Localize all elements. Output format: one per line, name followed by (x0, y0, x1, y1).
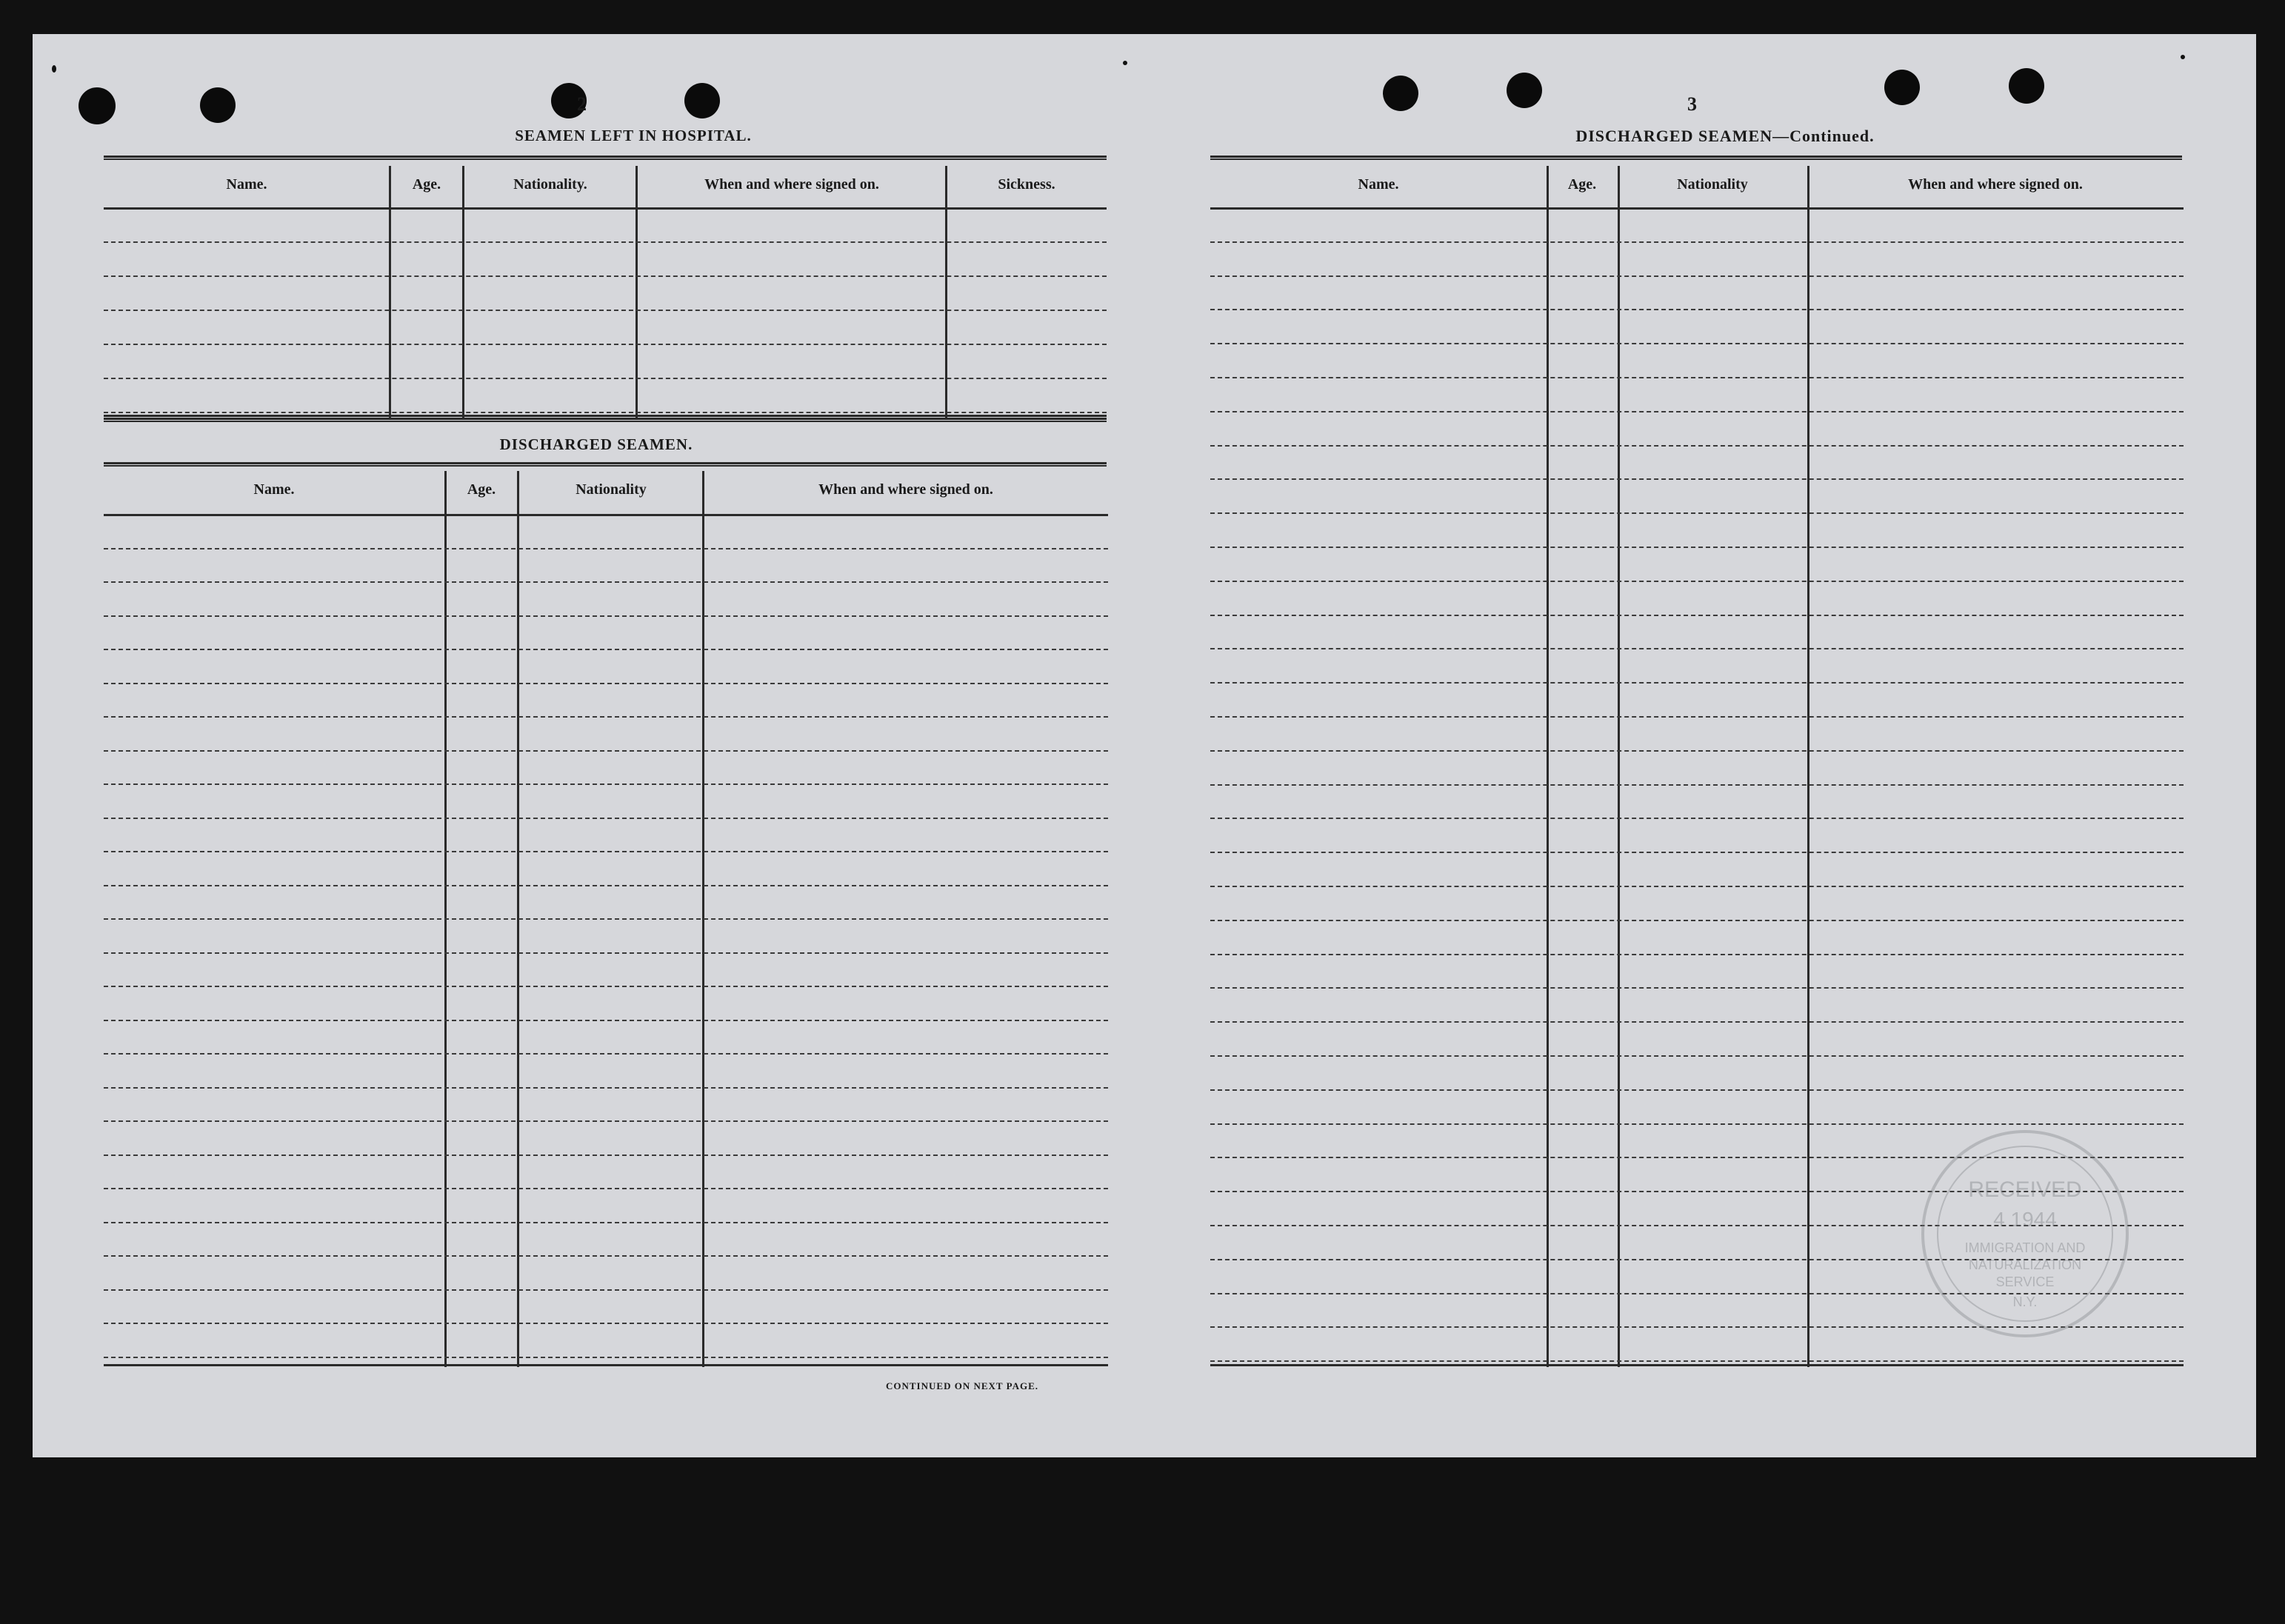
col-header-name: Name. (253, 481, 295, 498)
punch-hole (2009, 68, 2044, 104)
ruling-line (104, 548, 1108, 549)
ruling-line (104, 275, 1107, 277)
stamp-line: SERVICE (1995, 1274, 2055, 1289)
ruling-line (104, 1222, 1108, 1223)
col-header-age: Age. (412, 176, 441, 193)
hospital-bottom-rule (104, 418, 1107, 422)
ruling-line (104, 851, 1108, 852)
stamp-line: N.Y. (2012, 1294, 2038, 1309)
ruling-line (1210, 682, 2184, 684)
ruling-line (104, 615, 1108, 617)
ruling-line (1210, 343, 2184, 344)
discharged-continued-title: DISCHARGED SEAMEN—Continued. (1575, 127, 1875, 145)
column-divider (1618, 166, 1620, 1367)
ruling-line (1210, 615, 2184, 616)
ruling-line (104, 344, 1107, 345)
ruling-line (1210, 581, 2184, 582)
ruling-line (1210, 1021, 2184, 1023)
stamp-line: NATURALIZATION (1968, 1257, 2082, 1272)
hospital-top-rule (104, 156, 1107, 160)
ruling-line (1210, 750, 2184, 752)
ruling-line (1210, 411, 2184, 412)
column-divider (1547, 166, 1549, 1367)
punch-hole (1507, 73, 1542, 108)
ledger-sheet (33, 34, 2256, 1457)
ruling-line (1210, 512, 2184, 514)
column-divider (636, 166, 638, 418)
punch-hole (200, 87, 236, 123)
ruling-line (104, 378, 1107, 379)
ruling-line (1210, 954, 2184, 955)
punch-hole (79, 87, 116, 124)
ruling-line (104, 310, 1107, 311)
col-header-name: Name. (1358, 176, 1399, 193)
ruling-line (104, 1289, 1108, 1291)
ruling-line (1210, 818, 2184, 819)
ruling-line (104, 783, 1108, 785)
ruling-line (1210, 920, 2184, 921)
column-divider (945, 166, 947, 418)
ruling-line (104, 986, 1108, 987)
ruling-line (1210, 1360, 2184, 1362)
ruling-line (104, 581, 1108, 583)
received-stamp (1914, 1123, 2136, 1345)
ruling-line (104, 412, 1107, 413)
page-number-right: 3 (1687, 93, 1697, 115)
discharged-top-rule (104, 462, 1107, 467)
col-header-nationality: Nationality (576, 481, 647, 498)
stamp-line: RECEIVED (1968, 1177, 2082, 1202)
ruling-line (1210, 716, 2184, 718)
ruling-line (1210, 478, 2184, 480)
ruling-line (1210, 784, 2184, 786)
ruling-line (1210, 445, 2184, 447)
stamp-line: 4 1944 (1993, 1208, 2057, 1231)
ruling-line (1210, 547, 2184, 548)
punch-hole (684, 83, 720, 118)
column-divider (462, 166, 464, 418)
ruling-line (104, 716, 1108, 718)
ruling-line (1210, 377, 2184, 378)
punch-hole (1383, 76, 1418, 111)
ruling-line (104, 1087, 1108, 1089)
col-header-signed-on: When and where signed on. (1908, 176, 2083, 193)
col-header-signed-on: When and where signed on. (704, 176, 879, 193)
speck (52, 65, 56, 73)
hospital-table (104, 166, 1107, 418)
ruling-line (1210, 275, 2184, 277)
col-header-age: Age. (1567, 176, 1597, 193)
ruling-line (1210, 852, 2184, 853)
ruling-line (104, 952, 1108, 954)
col-header-nationality: Nationality. (513, 176, 587, 193)
col-header-age: Age. (467, 481, 496, 498)
stamp-line: IMMIGRATION AND (1964, 1240, 2086, 1255)
ruling-line (1210, 987, 2184, 989)
col-header-signed-on: When and where signed on. (818, 481, 993, 498)
ruling-line (104, 918, 1108, 920)
ruling-line (104, 649, 1108, 650)
ruling-line (104, 818, 1108, 819)
page-number-left: 2 (577, 93, 587, 115)
ruling-line (104, 750, 1108, 752)
table-bottom-rule (104, 415, 1107, 417)
column-divider (389, 166, 391, 418)
ruling-line (104, 683, 1108, 684)
ruling-line (1210, 1055, 2184, 1057)
ruling-line (104, 1188, 1108, 1189)
col-header-name: Name. (226, 176, 267, 193)
ruling-line (104, 1020, 1108, 1021)
ruling-line (1210, 309, 2184, 310)
column-divider (1807, 166, 1809, 1367)
ruling-line (1210, 241, 2184, 243)
ruling-line (1210, 886, 2184, 887)
ruling-line (104, 885, 1108, 886)
table-bottom-rule (1210, 1364, 2184, 1366)
col-header-sickness: Sickness. (998, 176, 1055, 193)
discharged-table (104, 471, 1108, 1367)
ruling-line (104, 241, 1107, 243)
ruling-line (104, 1323, 1108, 1324)
right-top-rule (1210, 156, 2182, 160)
ruling-line (104, 1357, 1108, 1358)
hospital-section-title: SEAMEN LEFT IN HOSPITAL. (515, 127, 752, 144)
ruling-line (1210, 1089, 2184, 1091)
ruling-line (104, 1154, 1108, 1156)
punch-hole (1884, 70, 1920, 105)
table-bottom-rule (104, 1364, 1108, 1366)
ruling-line (104, 1120, 1108, 1122)
speck (1123, 61, 1127, 65)
col-header-nationality: Nationality (1677, 176, 1748, 193)
ruling-line (104, 1053, 1108, 1055)
continued-footnote: CONTINUED ON NEXT PAGE. (886, 1380, 1038, 1391)
ruling-line (1210, 648, 2184, 649)
speck (2181, 55, 2185, 59)
discharged-section-title: DISCHARGED SEAMEN. (499, 435, 693, 453)
ruling-line (104, 1255, 1108, 1257)
